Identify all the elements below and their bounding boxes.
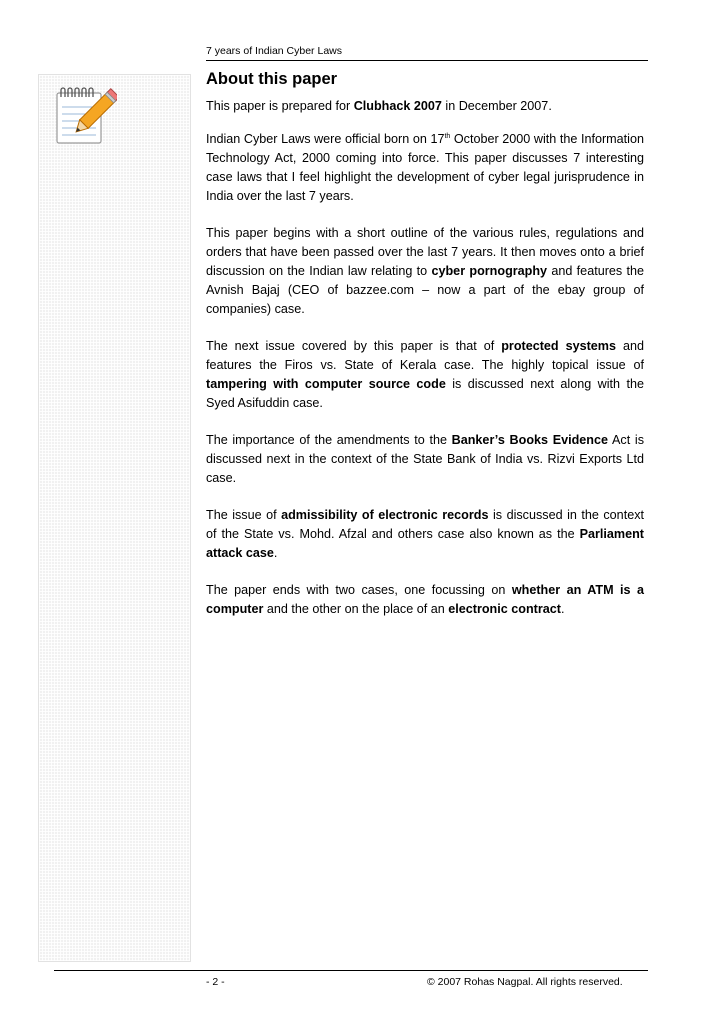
sidebar-panel [38,74,191,962]
running-header: 7 years of Indian Cyber Laws [206,45,648,61]
paragraph-bankers-books: The importance of the amendments to the Banker’s Books Evidence Act is discussed next in the context of the State Bank of India vs. Rizvi Exports Ltd case. [206,433,644,485]
paragraph-electronic-records: The issue of admissibility of electronic records is discussed in the context of the State vs. Mohd. Afzal and others case also known as the Parliament attack case. [206,508,644,560]
paragraph-protected-systems: The next issue covered by this paper is that of protected systems and features the Firos vs. State of Kerala case. The highly topical issue of tampering with computer source code is discussed next along with the Syed Asifuddin case. [206,339,644,410]
notepad-pencil-icon [51,83,117,149]
paragraph-cyber-laws-born: Indian Cyber Laws were official born on 17th October 2000 with the Information Technology Act, 2000 coming into force. This paper discusses 7 interesting case laws that I feel highlight the development of cyber legal jurisprudence in India over the last 7 years. [206,132,644,203]
copyright-notice: © 2007 Rohas Nagpal. All rights reserved. [427,976,623,988]
paragraph-atm-contract: The paper ends with two cases, one focussing on whether an ATM is a computer and the other on the place of an electronic contract. [206,583,644,616]
paragraph-cyber-pornography: This paper begins with a short outline of the various rules, regulations and orders that have been passed over the last 7 years. It then moves onto a brief discussion on the Indian law relating to cyber pornography and features the Avnish Bajaj (CEO of bazzee.com – now a part of the ebay group of companies) case. [206,226,645,316]
paragraph-intro: This paper is prepared for Clubhack 2007 in December 2007. [206,99,552,113]
main-content [206,70,644,637]
page-title: About this paper [206,70,338,88]
page-number: - 2 - [206,976,225,988]
footer-divider [54,970,648,971]
